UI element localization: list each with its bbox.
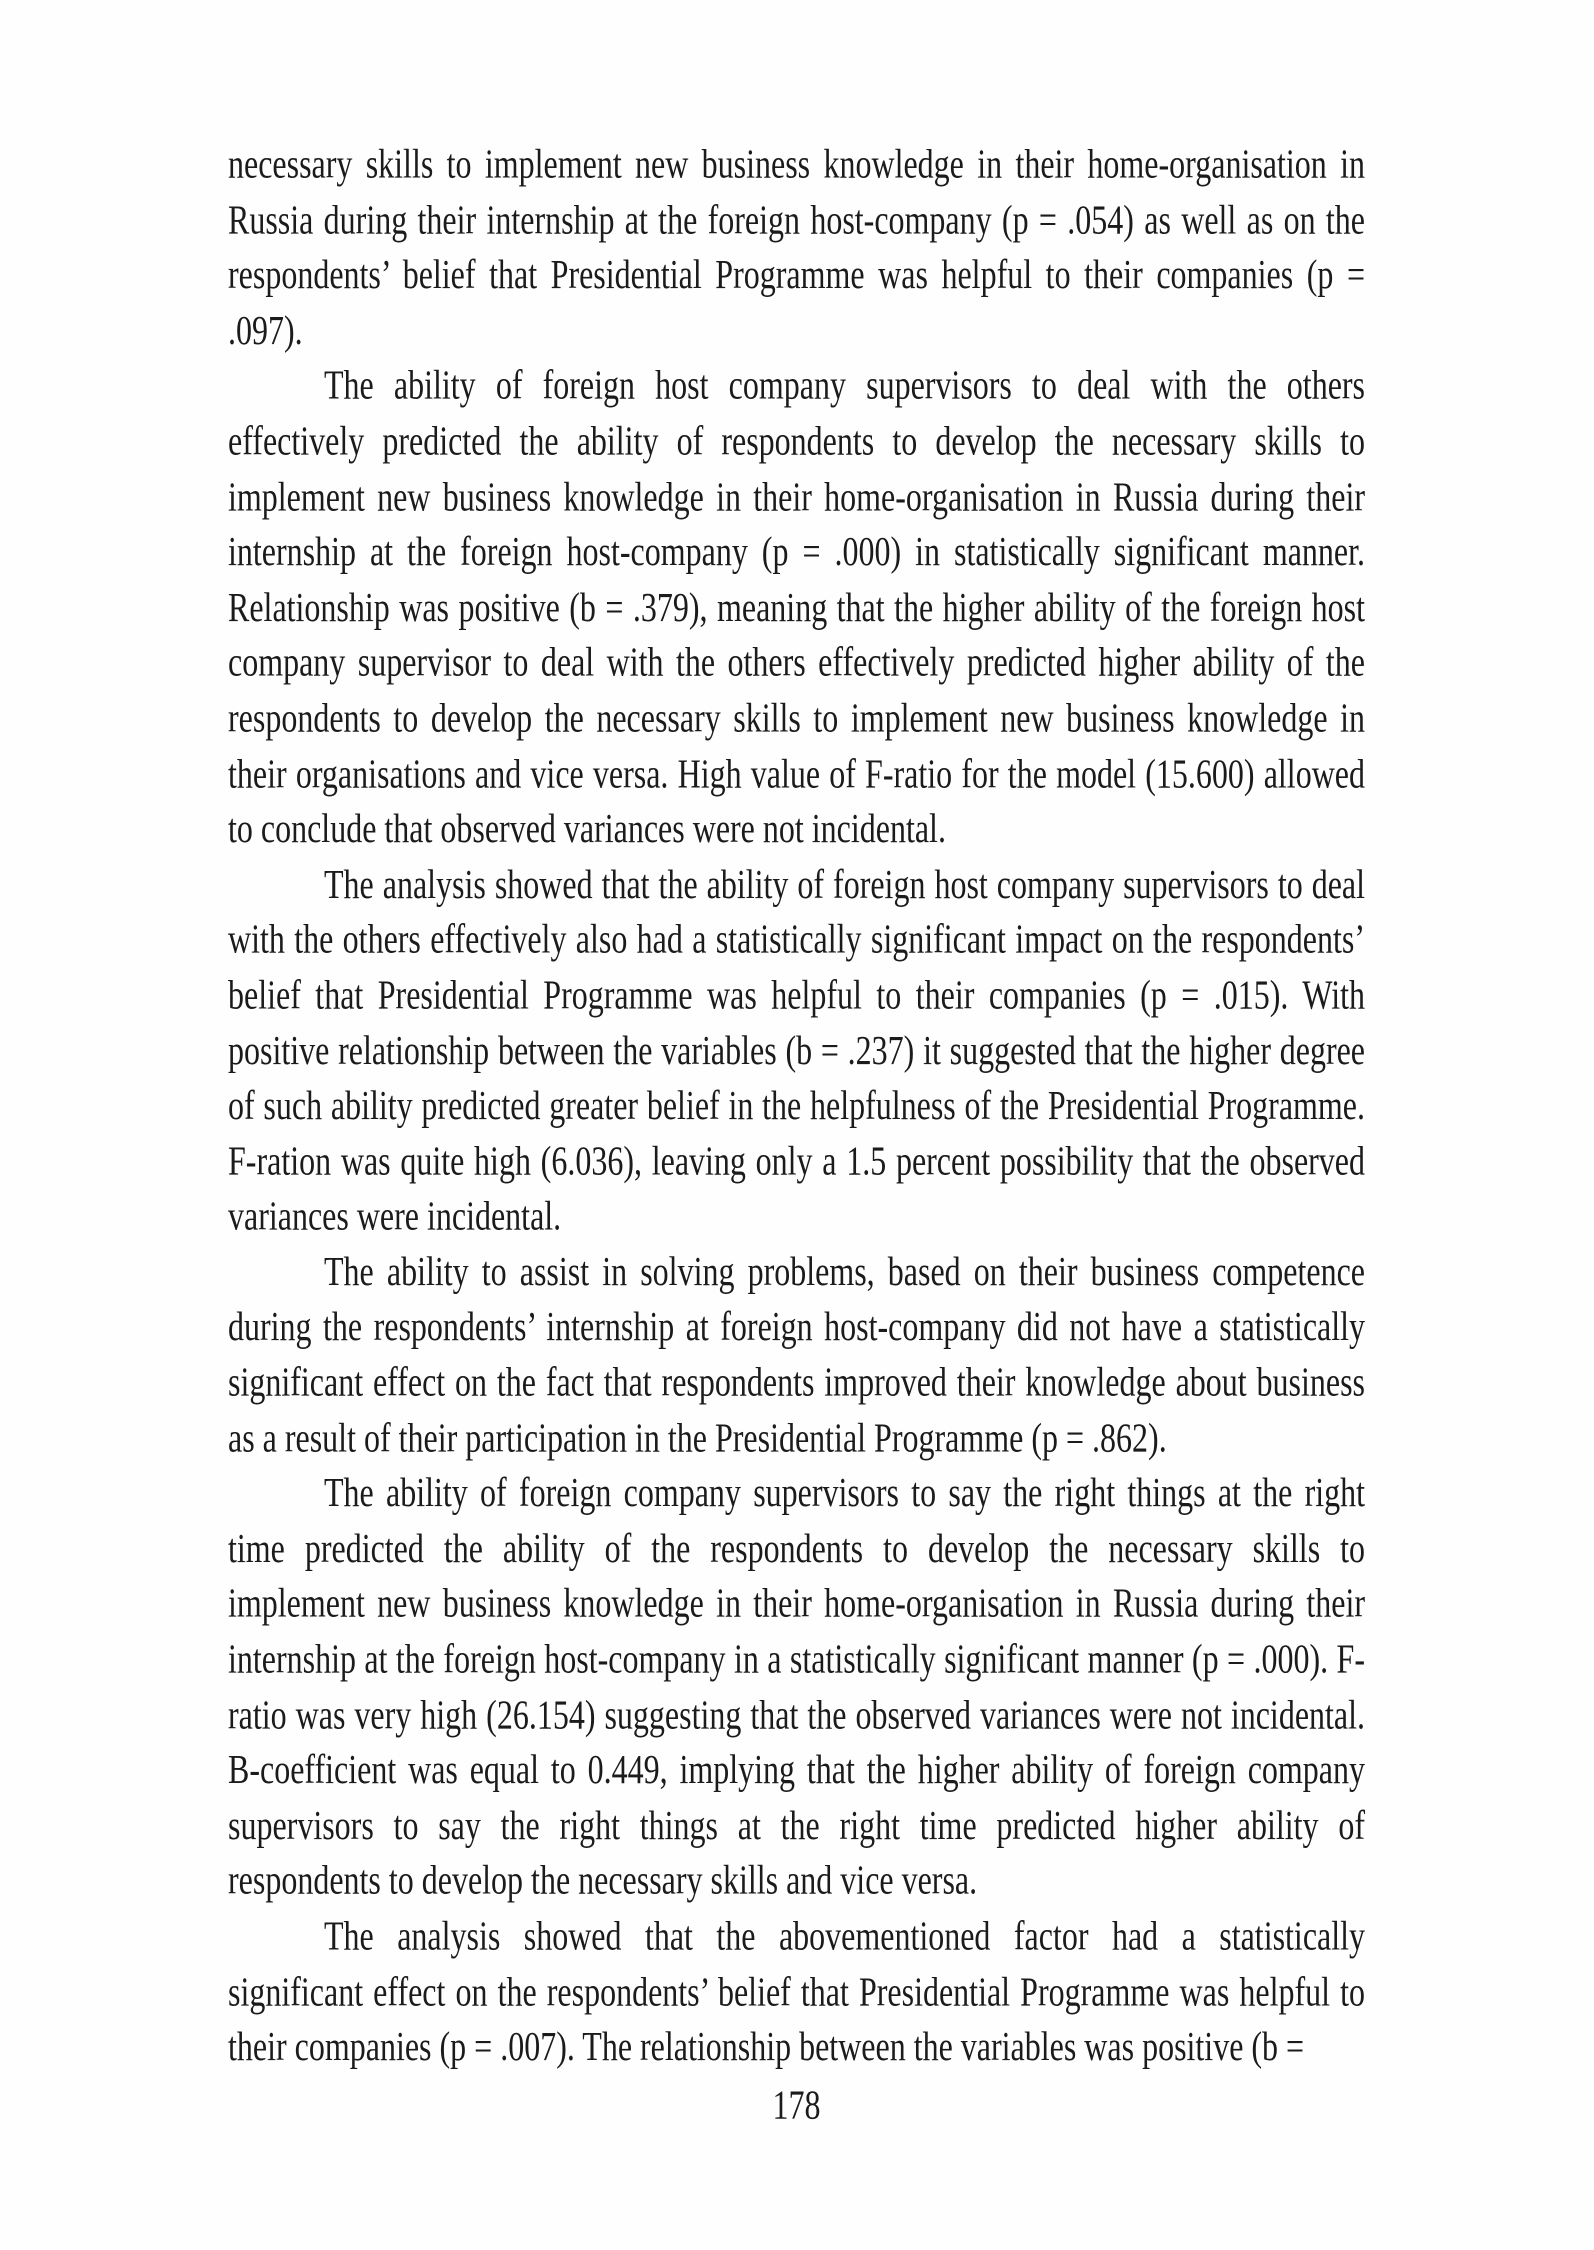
paragraph: The analysis showed that the ability of foreign host company supervisors to deal with the others effectively also had a statistically significant impact on the respondents’ belief that Presidential Programme was helpful to their companies (p = .015). With positive relationship between the variables (b = .237) it suggested that the higher degree of such ability predicted greater belief in the helpfulness of the Presidential Programme. F-ration was quite high (6.036), leaving only a 1.5 percent possibility that the observed variances were incidental. — [228, 859, 1365, 1239]
paragraph: The ability of foreign host company supervisors to deal with the others effectively predicted the ability of respondents to develop the necessary skills to implement new business knowledge in their home-organisation in Russia during their internship at the foreign host-company (p = .000) in statistically significant manner. Relationship was positive (b = .379), meaning that the higher ability of the foreign host company supervisor to deal with the others effectively predicted higher ability of the respondents to develop the necessary skills to implement new business knowledge in their organisations and vice versa. High value of F-ratio for the model (15.600) allowed to conclude that observed variances were not incidental. — [228, 361, 1365, 852]
paragraph: The ability to assist in solving problems, based on their business competence during the respondents’ internship at foreign host-company did not have a statistically significant effect on the fact that respondents improved their knowledge about business as a result of their participation in the Presidential Programme (p = .862). — [228, 1247, 1365, 1461]
paragraph: The analysis showed that the abovementioned factor had a statistically significant effect on the respondents’ belief that Presidential Programme was helpful to their companies (p = .007). The relationship between the variables was positive (b = — [228, 1911, 1365, 2070]
body-text — [228, 136, 1365, 2074]
paragraph-continuation: necessary skills to implement new business knowledge in their home-organisation in Russia during their internship at the foreign host-company (p = .054) as well as on the respondents’ belief that Presidential Programme was helpful to their companies (p = .097). — [228, 139, 1365, 353]
page-number: 178 — [772, 2080, 821, 2128]
paragraph: The ability of foreign company supervisors to say the right things at the right time predicted the ability of the respondents to develop the necessary skills to implement new business knowledge in their home-organisation in Russia during their internship at the foreign host-company in a statistically significant manner (p = .000). F-ratio was very high (26.154) suggesting that the observed variances were not incidental. B-coefficient was equal to 0.449, implying that the higher ability of foreign company supervisors to say the right things at the right time predicted higher ability of respondents to develop the necessary skills and vice versa. — [228, 1468, 1365, 1904]
